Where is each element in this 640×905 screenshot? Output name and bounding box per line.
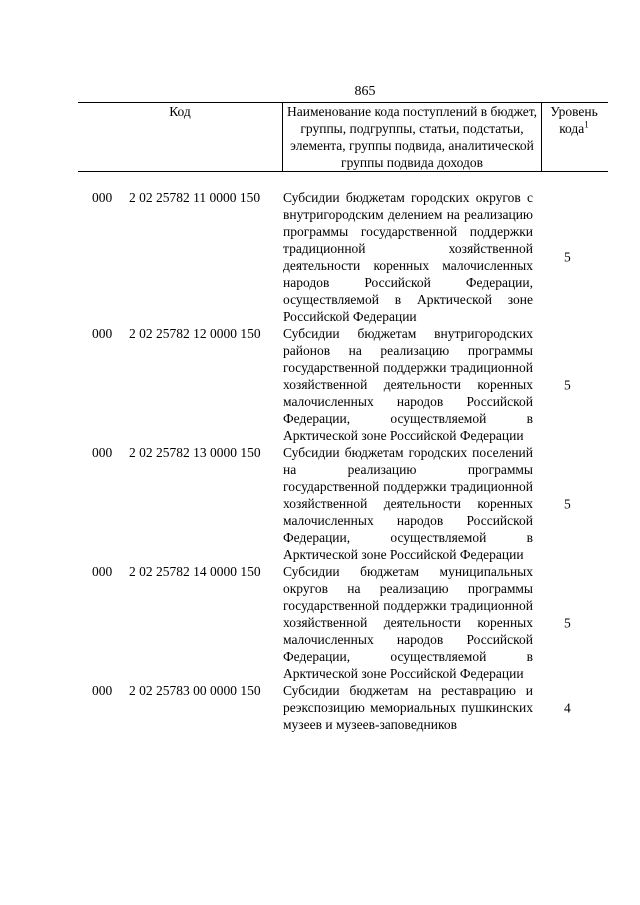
row-description: Субсидии бюджетам городских округов с внутригородским делением на реализацию программы государственной поддержки традиционной хозяйственной деятельности коренных малочисленных народов Российской Федерации, осуществляемой в Арктической зоне Российской Федерации [283,190,533,324]
table-row [78,444,608,563]
row-admin-code: 000 [92,190,113,205]
table-header [78,102,608,172]
row-level: 5 [564,249,571,265]
header-level-label: Уровень кода [550,104,598,136]
row-admin-code: 000 [92,445,113,460]
row-description: Субсидии бюджетам внутригородских районов на реализацию программы государственной поддержки традиционной хозяйственной деятельности коренных малочисленных народов Российской Федерации, осуществляемой в Арктической зоне Российской Федерации [283,326,533,443]
row-description: Субсидии бюджетам городских поселений на реализацию программы государственной поддержки традиционной хозяйственной деятельности коренных малочисленных народов Российской Федерации, осуществляемой в Арктической зоне Российской Федерации [283,445,533,562]
row-admin-code: 000 [92,326,113,341]
header-name: Наименование кода поступлений в бюджет, группы, подгруппы, статьи, подстатьи, элемента, группы подвида, аналитической группы подвида доходов [282,103,542,171]
row-revenue-code: 2 02 25782 11 0000 150 [129,190,261,205]
header-level-footnote: 1 [584,119,589,130]
table-row [78,189,608,325]
header-code: Код [169,104,191,119]
row-level: 4 [564,700,571,715]
row-admin-code: 000 [92,683,113,698]
table-row [78,563,608,682]
row-level: 5 [564,377,571,392]
row-description: Субсидии бюджетам на реставрацию и реэкспозицию мемориальных пушкинских музеев и музеев-заповедников [283,683,533,732]
row-level: 5 [564,615,571,630]
table-body [78,189,608,733]
row-level: 5 [564,496,571,511]
table-row [78,325,608,444]
row-revenue-code: 2 02 25783 00 0000 150 [129,683,261,698]
row-revenue-code: 2 02 25782 13 0000 150 [129,445,261,460]
row-revenue-code: 2 02 25782 12 0000 150 [129,326,261,341]
row-revenue-code: 2 02 25782 14 0000 150 [129,564,261,579]
page-number: 865 [354,84,376,99]
row-admin-code: 000 [92,564,113,579]
row-description: Субсидии бюджетам муниципальных округов на реализацию программы государственной поддержки традиционной хозяйственной деятельности коренных малочисленных народов Российской Федерации, осуществляемой в Арктической зоне Российской Федерации [283,564,533,681]
table-row [78,682,608,733]
header-level [540,103,608,171]
